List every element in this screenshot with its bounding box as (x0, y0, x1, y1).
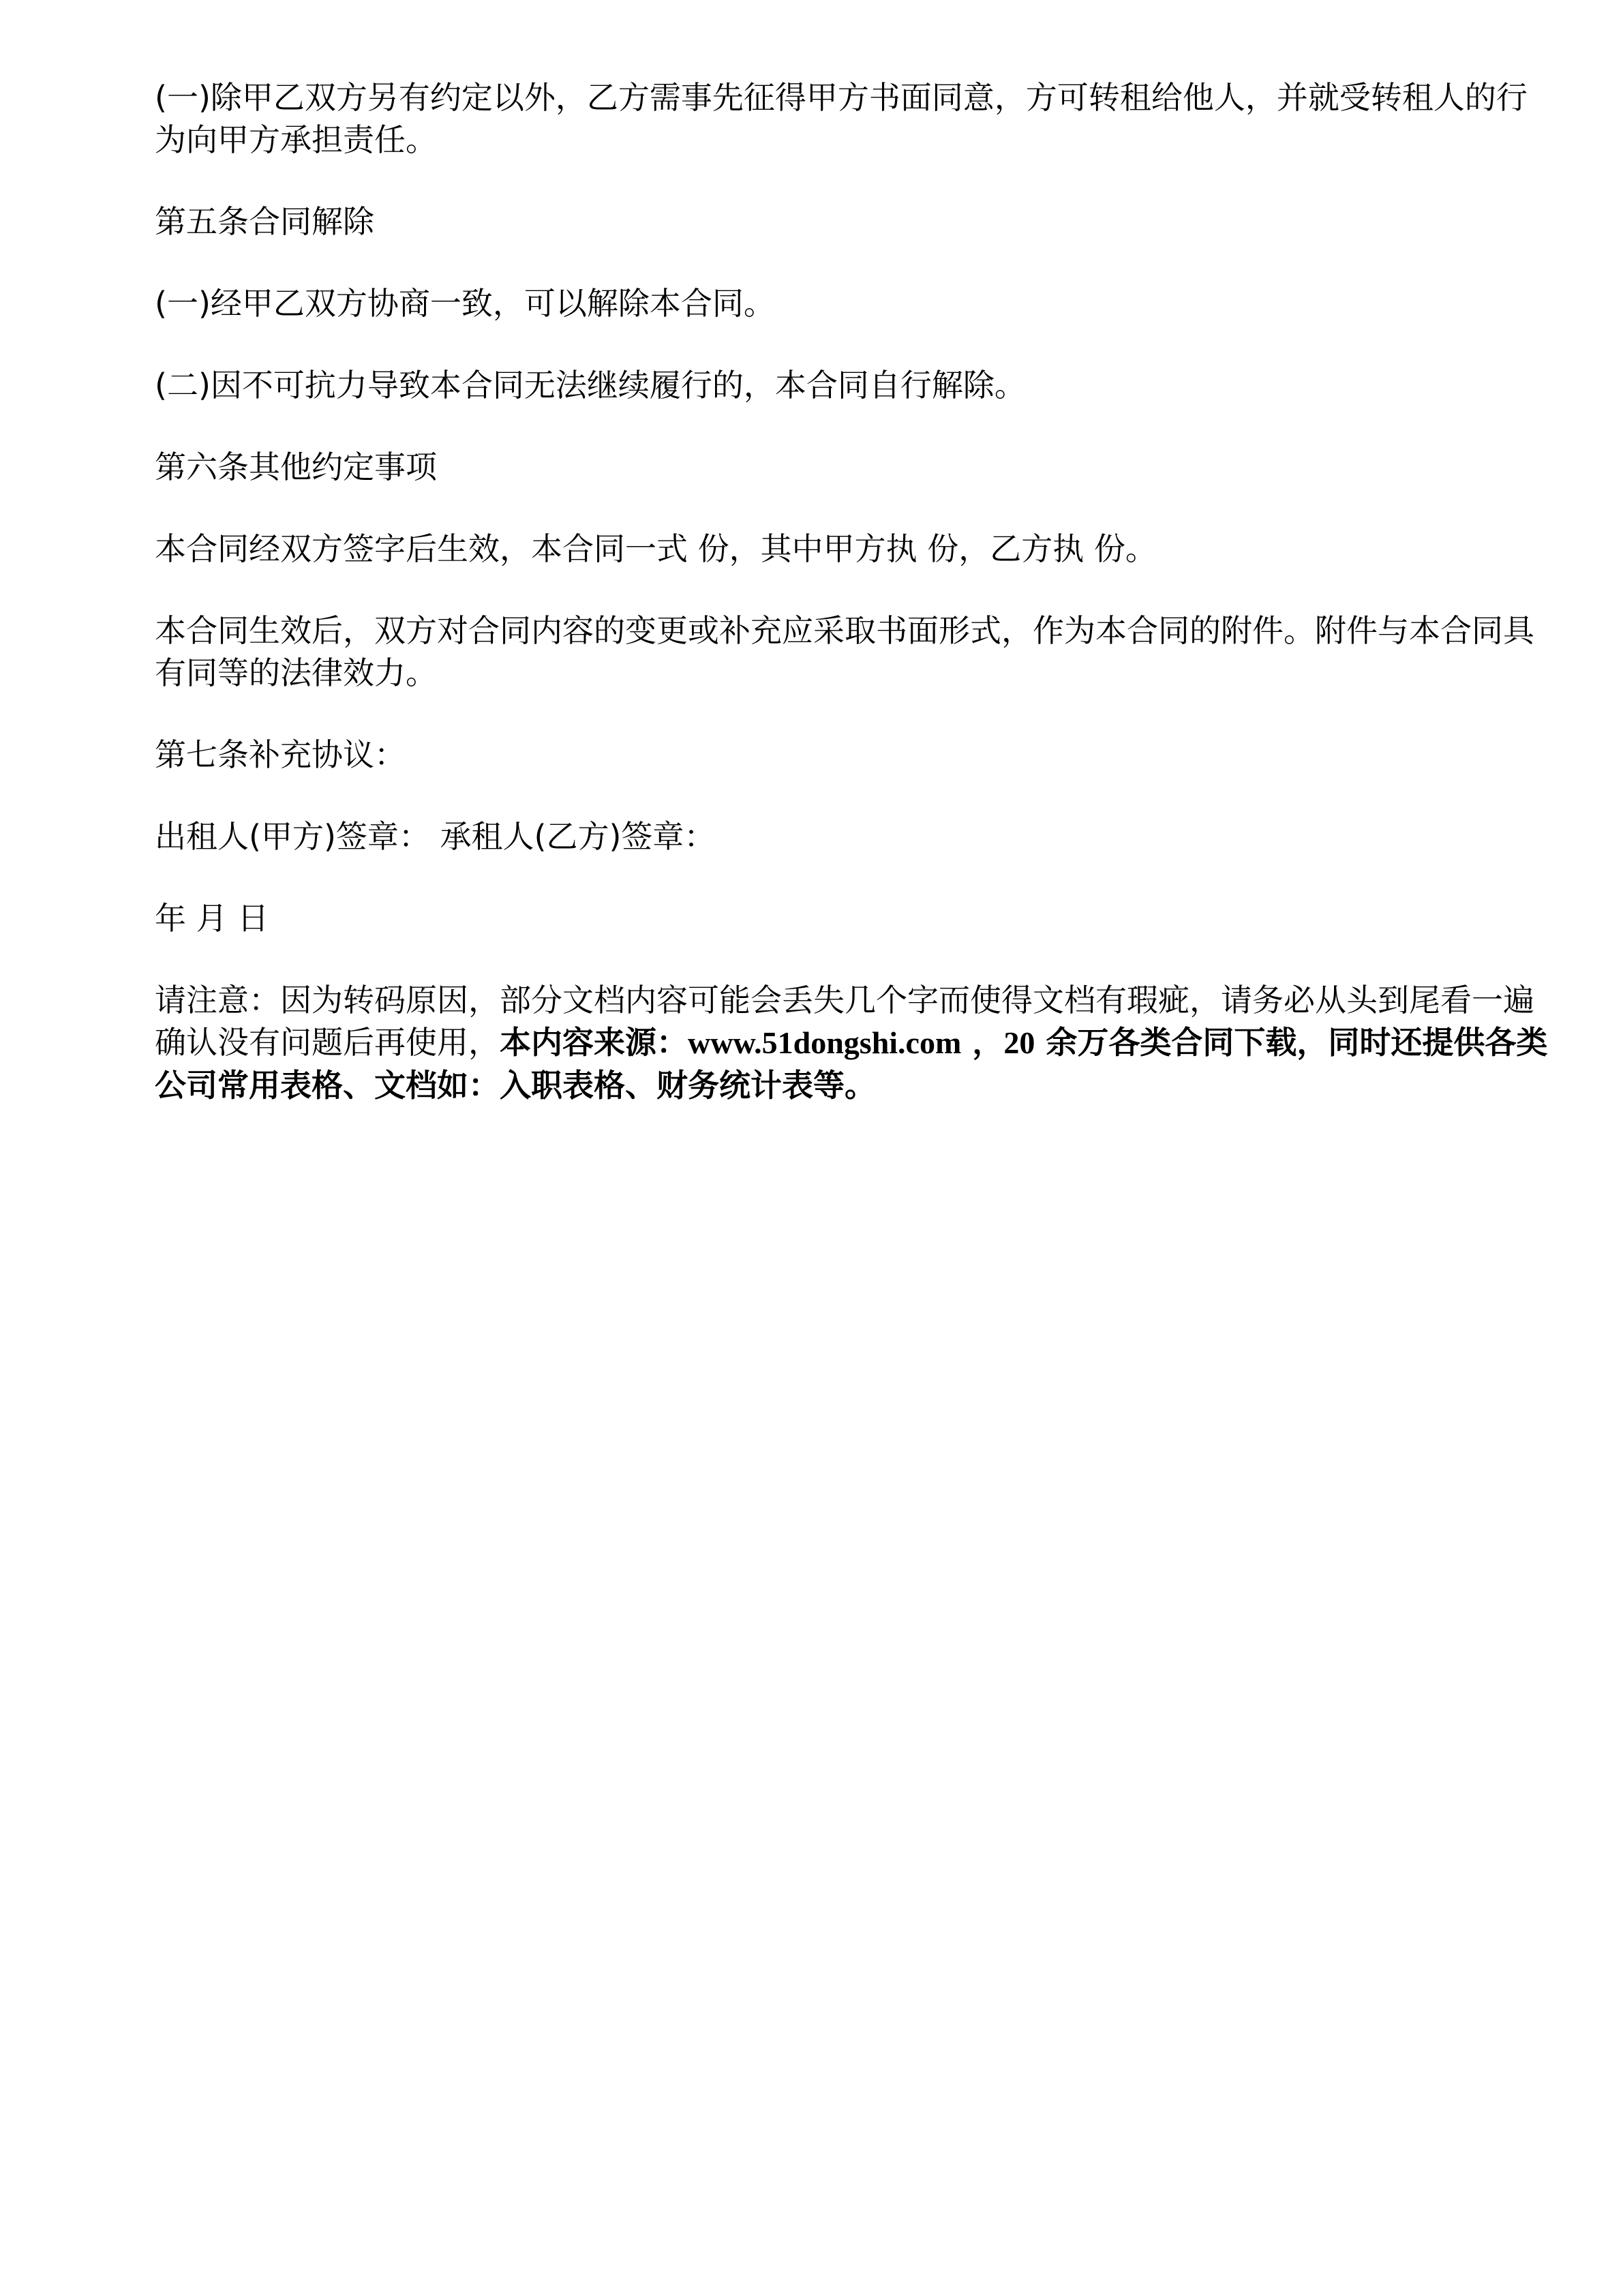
clause-sublease-paragraph: (一)除甲乙双方另有约定以外，乙方需事先征得甲方书面同意，方可转租给他人，并就受转租人的行为向甲方承担责任。 (155, 79, 1528, 158)
notice-promo-text: 余万各类合同下载，同时还提供各类公司常用表格、文档如：入职表格、财务统计表等。 (155, 1024, 1548, 1104)
document-page (155, 76, 1553, 1146)
clause-amendment-paragraph: 本合同生效后，双方对合同内容的变更或补充应采取书面形式，作为本合同的附件。附件与本合同具有同等的法律效力。 (155, 612, 1534, 691)
clause-termination-force-majeure: (二)因不可抗力导致本合同无法继续履行的，本合同自行解除。 (155, 367, 1026, 404)
article-6-heading: 第六条其他约定事项 (155, 449, 437, 485)
article-5-heading: 第五条合同解除 (155, 203, 374, 240)
clause-termination-agreement: (一)经甲乙双方协商一致，可以解除本合同。 (155, 285, 775, 322)
notice-plain-text: 请注意：因为转码原因，部分文档内容可能会丢失几个字而使得文档有瑕疵，请务必从头到尾看一遍确认没有问题后再使用， (155, 982, 1534, 1061)
signature-line: 出租人(甲方)签章： 承租人(乙方)签章： (155, 818, 716, 855)
notice-source-label: 本内容来源： (500, 1024, 688, 1061)
notice-separator: ， (961, 1024, 1004, 1061)
date-line: 年 月 日 (155, 900, 269, 937)
transcoding-notice (155, 979, 1553, 1106)
notice-count: 20 (1003, 1025, 1035, 1060)
clause-copies-paragraph: 本合同经双方签字后生效，本合同一式 份，其中甲方执 份，乙方执 份。 (155, 530, 1157, 567)
notice-source-url: www.51dongshi.com (688, 1025, 962, 1060)
article-7-heading: 第七条补充协议： (155, 736, 406, 773)
